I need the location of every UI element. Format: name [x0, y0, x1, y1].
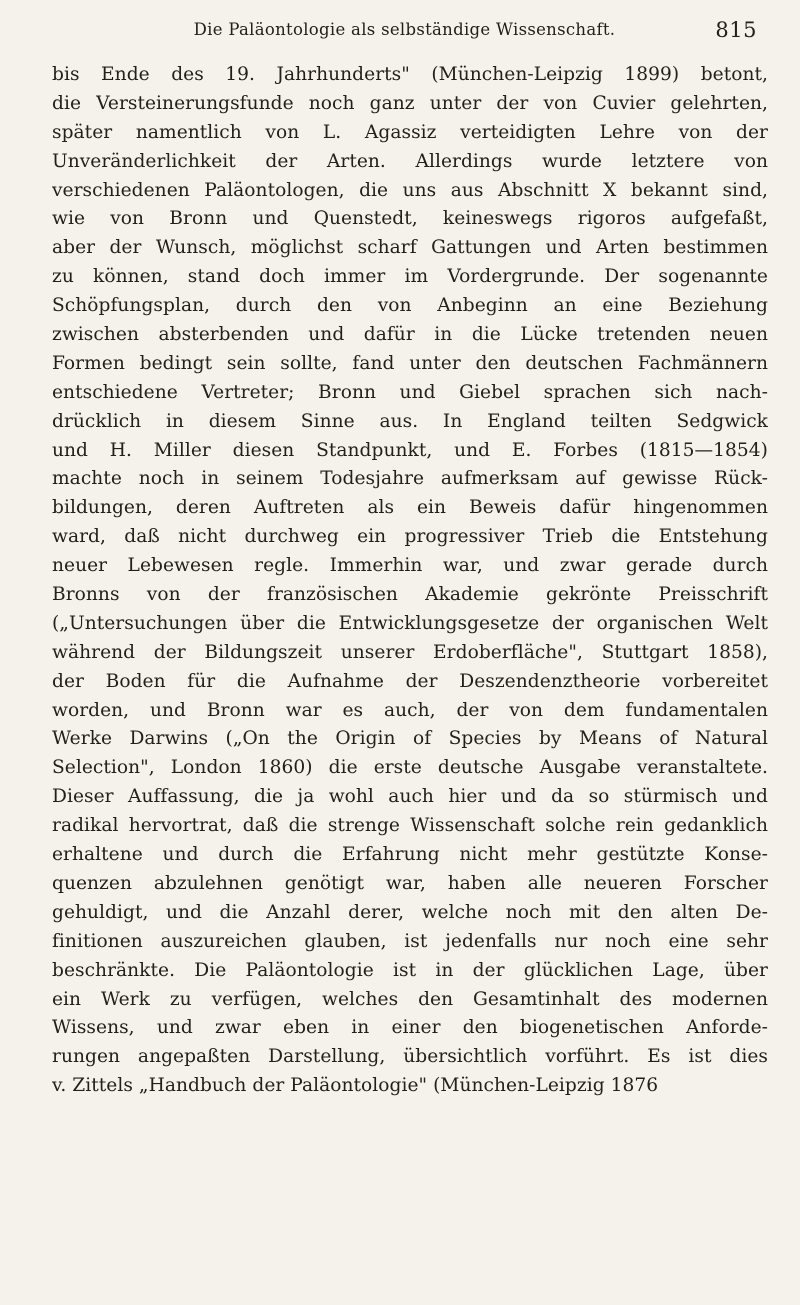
text-line: quenzen abzulehnen genötigt war, haben alle neueren Forscher [52, 872, 768, 894]
text-line: Dieser Auffassung, die ja wohl auch hier und da so stürmisch und [52, 786, 768, 808]
text-line: die Versteinerungsfunde noch ganz unter der von Cuvier gelehrten, [52, 92, 768, 114]
text-line: („Untersuchungen über die Entwicklungsgesetze der organischen Welt [52, 612, 768, 634]
text-line: worden, und Bronn war es auch, der von dem fundamentalen [52, 699, 768, 721]
text-line: ein Werk zu verfügen, welches den Gesamtinhalt des modernen [52, 988, 768, 1010]
text-line: Schöpfungsplan, durch den von Anbeginn an eine Beziehung [52, 295, 768, 317]
text-line: beschränkte. Die Paläontologie ist in der glücklichen Lage, über [52, 959, 768, 981]
text-line: rungen angepaßten Darstellung, übersichtlich vorführt. Es ist dies [52, 1046, 768, 1068]
text-line: der Boden für die Aufnahme der Deszendenztheorie vorbereitet [52, 670, 768, 692]
text-line: erhaltene und durch die Erfahrung nicht mehr gestützte Konse- [52, 844, 768, 866]
text-line: später namentlich von L. Agassiz verteidigten Lehre von der [52, 121, 768, 143]
text-line: ward, daß nicht durchweg ein progressiver Trieb die Entstehung [52, 526, 768, 548]
text-line: wie von Bronn und Quenstedt, keineswegs rigoros aufgefaßt, [52, 208, 768, 230]
text-line: zwischen absterbenden und dafür in die Lücke tretenden neuen [52, 324, 768, 346]
text-line: zu können, stand doch immer im Vordergrunde. Der sogenannte [52, 266, 768, 288]
text-line: Selection", London 1860) die erste deutsche Ausgabe veranstaltete. [52, 757, 768, 779]
text-line: bis Ende des 19. Jahrhunderts" (München-Leipzig 1899) betont, [52, 64, 768, 85]
text-line: v. Zittels „Handbuch der Paläontologie" (München-Leipzig 1876 [52, 1075, 659, 1097]
page-number: 815 [715, 18, 757, 42]
text-line: aber der Wunsch, möglichst scharf Gattungen und Arten bestimmen [52, 237, 768, 259]
text-line: verschiedenen Paläontologen, die uns aus Abschnitt X bekannt sind, [52, 179, 768, 201]
text-line: Formen bedingt sein sollte, fand unter den deutschen Fachmännern [52, 352, 768, 374]
text-line: gehuldigt, und die Anzahl derer, welche noch mit den alten De- [52, 901, 768, 923]
text-line: entschiedene Vertreter; Bronn und Giebel sprachen sich nach- [52, 381, 768, 403]
text-line: radikal hervortrat, daß die strenge Wissenschaft solche rein gedanklich [52, 815, 768, 837]
text-line: Werke Darwins („On the Origin of Species by Means of Natural [52, 728, 768, 750]
text-line: bildungen, deren Auftreten als ein Beweis dafür hingenommen [52, 497, 768, 519]
text-line: machte noch in seinem Todesjahre aufmerksam auf gewisse Rück- [52, 468, 768, 490]
text-line: Unveränderlichkeit der Arten. Allerdings wurde letztere von [52, 150, 768, 172]
running-title: Die Paläontologie als selbständige Wissenschaft. [193, 20, 616, 39]
text-line: Wissens, und zwar eben in einer den biogenetischen Anforde- [52, 1017, 768, 1039]
text-line: finitionen auszureichen glauben, ist jedenfalls nur noch eine sehr [52, 930, 768, 952]
text-line: drücklich in diesem Sinne aus. In England teilten Sedgwick [52, 410, 768, 432]
running-head [52, 20, 757, 44]
text-line: neuer Lebewesen regle. Immerhin war, und zwar gerade durch [52, 555, 768, 577]
text-line: und H. Miller diesen Standpunkt, und E. Forbes (1815—1854) [52, 439, 768, 461]
text-line: während der Bildungszeit unserer Erdoberfläche", Stuttgart 1858), [52, 641, 768, 663]
text-line: Bronns von der französischen Akademie gekrönte Preisschrift [52, 584, 768, 606]
body-text [52, 61, 768, 1101]
